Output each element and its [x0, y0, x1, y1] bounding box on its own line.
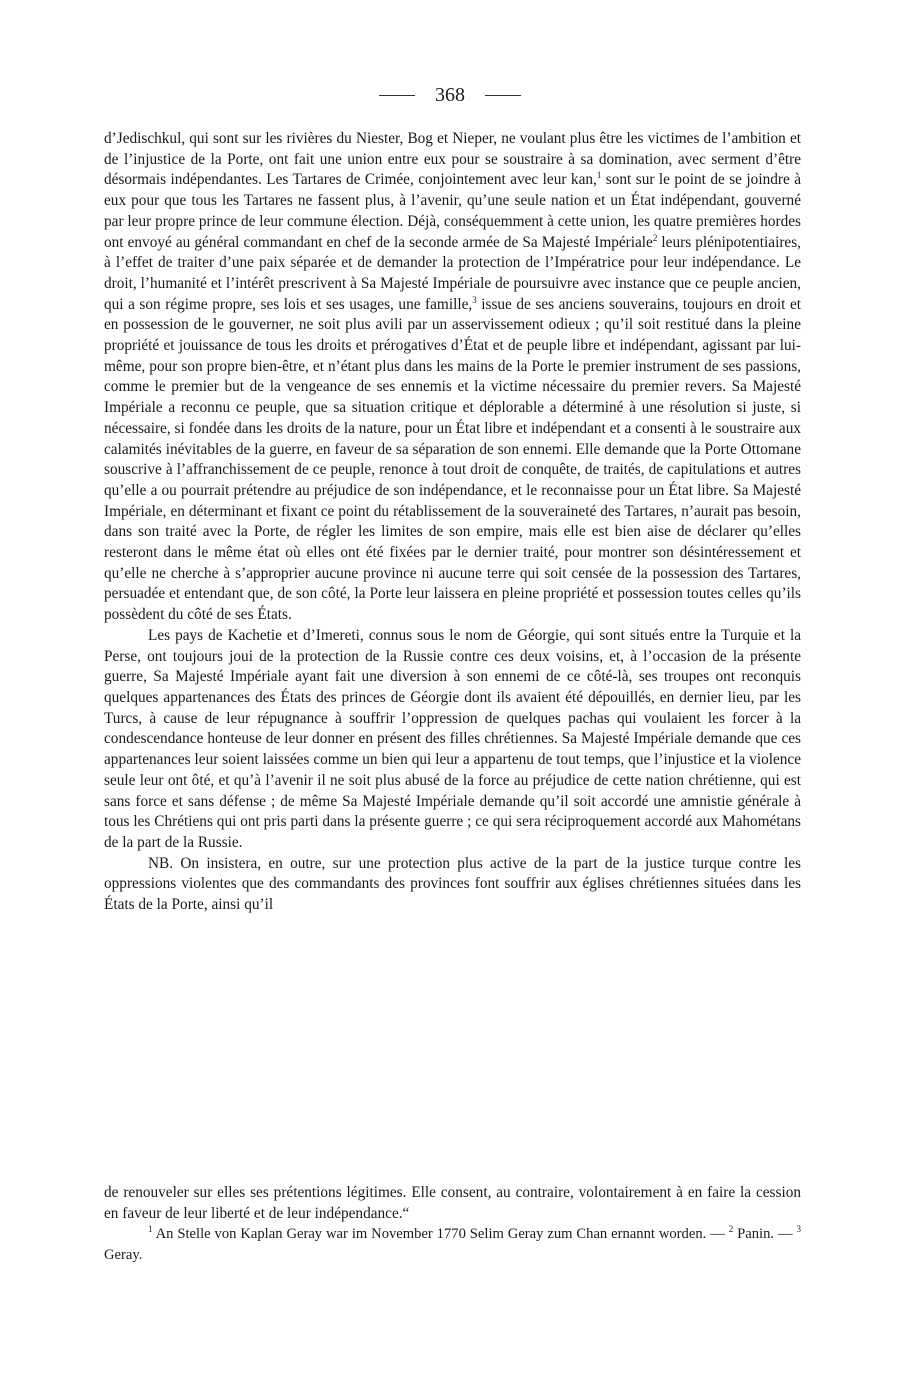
main-text [104, 129, 801, 916]
text-run: leurs plénipotentiaires, à l’effet de traiter d’une paix séparée et de demander la protection de l’Impératrice pour leur indépendance. Le droit, l’humanité et l’intérêt prescrivent à Sa Majesté Impériale de poursuivre avec instance que ce peuple ancien, qui a son régime propre, ses lois et ses usages, une famille, [104, 233, 801, 313]
footnote-ref-1: 1 [596, 170, 602, 181]
footnote-text-3: Geray. [104, 1247, 143, 1264]
text-run: sont sur le point de se joindre à eux pour que tous les Tartares ne fassent plus, à l’avenir, qu’une seule nation et un État indépendant, gouverné par leur propre prince de leur commune élection. Déjà, conséquemment à cette union, les quatre premières hordes ont envoyé au général commandant en chef de la seconde armée de Sa Majesté Impériale [104, 171, 801, 251]
header-rule-right [485, 95, 521, 96]
text-run: issue de ses anciens souverains, toujours en droit et en possession de le gouverner, ne soit plus avili par un asservissement odieux ; qu’il soit restitué dans la pleine propriété et jouissance de tous les droits et prérogatives d’État et de peuple libre et indépendant, agissant par lui-même, pour son propre bien-être, et n’étant plus dans les mains de la Porte le premier instrument de ses passions, comme le premier but de la vengeance de ses ennemis et la victime nécessaire du premier revers. Sa Majesté Impériale a reconnu ce peuple, que sa situation critique et déplorable a déterminé à une résolution si juste, si nécessaire, si fondée dans les droits de la nature, pour un État libre et indépendant et a consenti à le soustraire aux calamités inévitables de la guerre, en faveur de sa séparation de son ennemi. Elle demande que la Porte Ottomane souscrive à l’affranchissement de ce peuple, renonce à tout droit de conquête, de traités, de capitulations et autres qu’elle a ou pourrait prétendre au préjudice de son indépendance, et le reconnaisse pour un État libre. Sa Majesté Impériale, en déterminant et fixant ce point du rétablissement de la souveraineté des Tartares, n’aurait pas besoin, dans son traité avec la Porte, de régler les limites de son empire, mais elle est bien aise de déclarer qu’elles resteront dans le même état où elles ont été fixées par le dernier traité, pour montrer son désintéressement et qu’elle ne cherche à s’approprier aucune province ni aucune terre qui soit censée de la possession des Tartares, persuadée et entendant que, de son côté, la Porte leur laissera en pleine propriété et possession toutes celles qu’ils possèdent du côté de ses États. [104, 295, 801, 624]
paragraph-tartares [104, 129, 801, 626]
footnote-marker-2: 2 [728, 1224, 734, 1235]
footnote-marker-1: 1 [148, 1224, 153, 1235]
continuation-text: de renouveler sur elles ses prétentions légitimes. Elle consent, au contraire, volontairement à en faire la cession en faveur de leur liberté et de leur indépendance.“ [104, 1184, 801, 1222]
footnote-ref-3: 3 [472, 294, 477, 305]
text-run: d’Jedischkul, qui sont sur les rivières du Niester, Bog et Nieper, ne voulant plus être les victimes de l’ambition et de l’injustice de la Porte, ont fait une union entre eux pour se soustraire à sa domination, avec serment d’être désormais indépendantes. Les Tartares de Crimée, conjointement avec leur kan, [104, 130, 801, 189]
paragraph-nb: NB. On insistera, en outre, sur une protection plus active de la part de la justice turque contre les oppressions violentes que des commandants des provinces font souffrir aux églises chrétiennes situées dans les États de la Porte, ainsi qu’il [104, 854, 801, 914]
footnotes [104, 1224, 801, 1265]
page-header [0, 84, 900, 107]
footnote-ref-2: 2 [652, 232, 658, 243]
continuation-block [104, 1183, 801, 1266]
footnote-text-2: Panin. — [733, 1226, 797, 1243]
footnote-text-1: An Stelle von Kaplan Geray war im November 1770 Selim Geray zum Chan ernannt worden. — [152, 1226, 729, 1243]
paragraph-georgie: Les pays de Kachetie et d’Imereti, connus sous le nom de Géorgie, qui sont situés entre la Turquie et la Perse, ont toujours joui de la protection de la Russie contre ces deux voisins, et, à l’occasion de la présente guerre, Sa Majesté Impériale ayant fait une diversion à son ennemi de ce côté-là, ses troupes ont reconquis quelques appartenances des États des princes de Géorgie dont ils avaient été dépouillés, en dernier lieu, par les Turcs, à cause de leur répugnance à souffrir l’oppression de quelques pachas qui voulaient les forcer à la condescendance honteuse de leur donner en présent des filles chrétiennes. Sa Majesté Impériale demande que ces appartenances leur soient laissées comme un bien qui leur a appartenu de tout temps, que l’injustice et la violence seule leur ont ôté, et qu’à l’avenir il ne soit plus abusé de la force au préjudice de cette nation chrétienne, qui est sans force et sans défense ; de même Sa Majesté Impériale demande qu’il soit accordé une amnistie générale à tous les Chrétiens qui ont pris parti dans la présente guerre ; ce qui sera réciproquement accordé aux Mahométans de la part de la Russie. [104, 626, 801, 851]
page-number: 368 [435, 84, 465, 106]
header-rule-left [379, 95, 415, 96]
footnote-marker-3: 3 [796, 1224, 801, 1235]
